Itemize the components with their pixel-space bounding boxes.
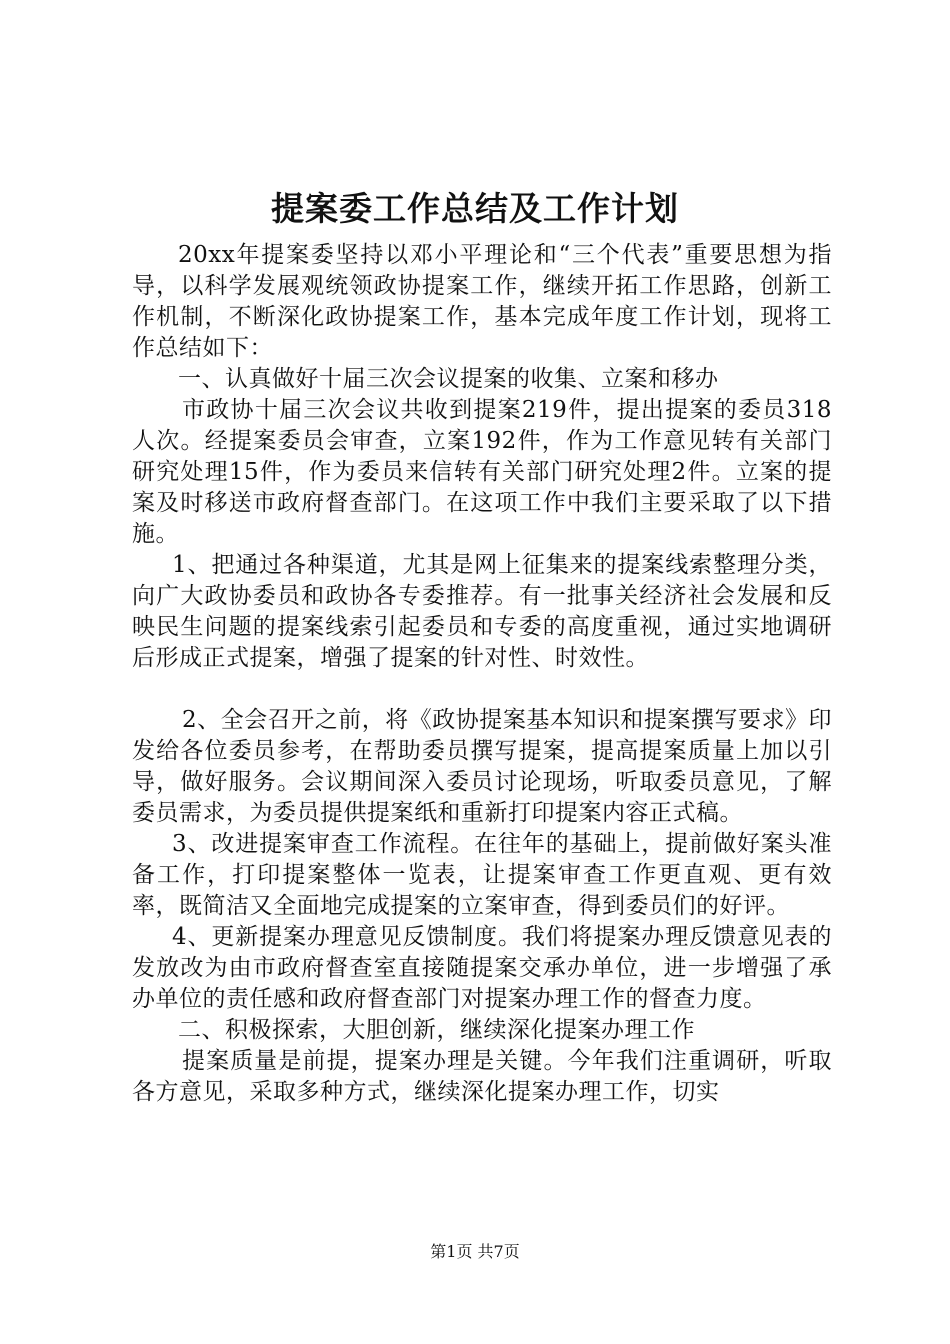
paragraph-measure-2: 2、全会召开之前，将《政协提案基本知识和提案撰写要求》印发给各位委员参考，在帮助委员撰写提案，提高提案质量上加以引导，做好服务。会议期间深入委员讨论现场，听取委员意见，了解委员需求，为委员提供提案纸和重新打印提案内容正式稿。: [132, 707, 832, 826]
paragraph-measure-1: 1、把通过各种渠道，尤其是网上征集来的提案线索整理分类，向广大政协委员和政协各专委推荐。有一批事关经济社会发展和反映民生问题的提案线索引起委员和专委的高度重视，通过实地调研后形成正式提案，增强了提案的针对性、时效性。: [132, 552, 832, 671]
paragraph-measure-3: 3、改进提案审查工作流程。在往年的基础上，提前做好案头准备工作，打印提案整体一览表，让提案审查工作更直观、更有效率，既简洁又全面地完成提案的立案审查，得到委员们的好评。: [132, 831, 832, 919]
paragraph-intro: 20xx年提案委坚持以邓小平理论和“三个代表”重要思想为指导，以科学发展观统领政协提案工作，继续开拓工作思路，创新工作机制，不断深化政协提案工作，基本完成年度工作计划，现将工作总结如下：: [132, 242, 832, 361]
section-heading-1: 一、认真做好十届三次会议提案的收集、立案和移办: [178, 366, 719, 392]
paragraph-handling: 提案质量是前提，提案办理是关键。今年我们注重调研，听取各方意见，采取多种方式，继续深化提案办理工作，切实: [132, 1048, 832, 1105]
paragraph-measure-4: 4、更新提案办理意见反馈制度。我们将提案办理反馈意见表的发放改为由市政府督查室直接随提案交承办单位，进一步增强了承办单位的责任感和政府督查部门对提案办理工作的督查力度。: [132, 924, 832, 1012]
document-title: 提案委工作总结及工作计划: [271, 189, 679, 228]
section-heading-2: 二、积极探索，大胆创新，继续深化提案办理工作: [178, 1017, 695, 1043]
paragraph-spacer: [132, 674, 832, 705]
page-number-footer: 第1页 共7页: [430, 1242, 520, 1261]
document-body: [132, 240, 832, 1108]
paragraph-proposal-stats: 市政协十届三次会议共收到提案219件，提出提案的委员318人次。经提案委员会审查，立案192件，作为工作意见转有关部门研究处理15件，作为委员来信转有关部门研究处理2件。立案的提案及时移送市政府督查部门。在这项工作中我们主要采取了以下措施。: [132, 397, 832, 547]
